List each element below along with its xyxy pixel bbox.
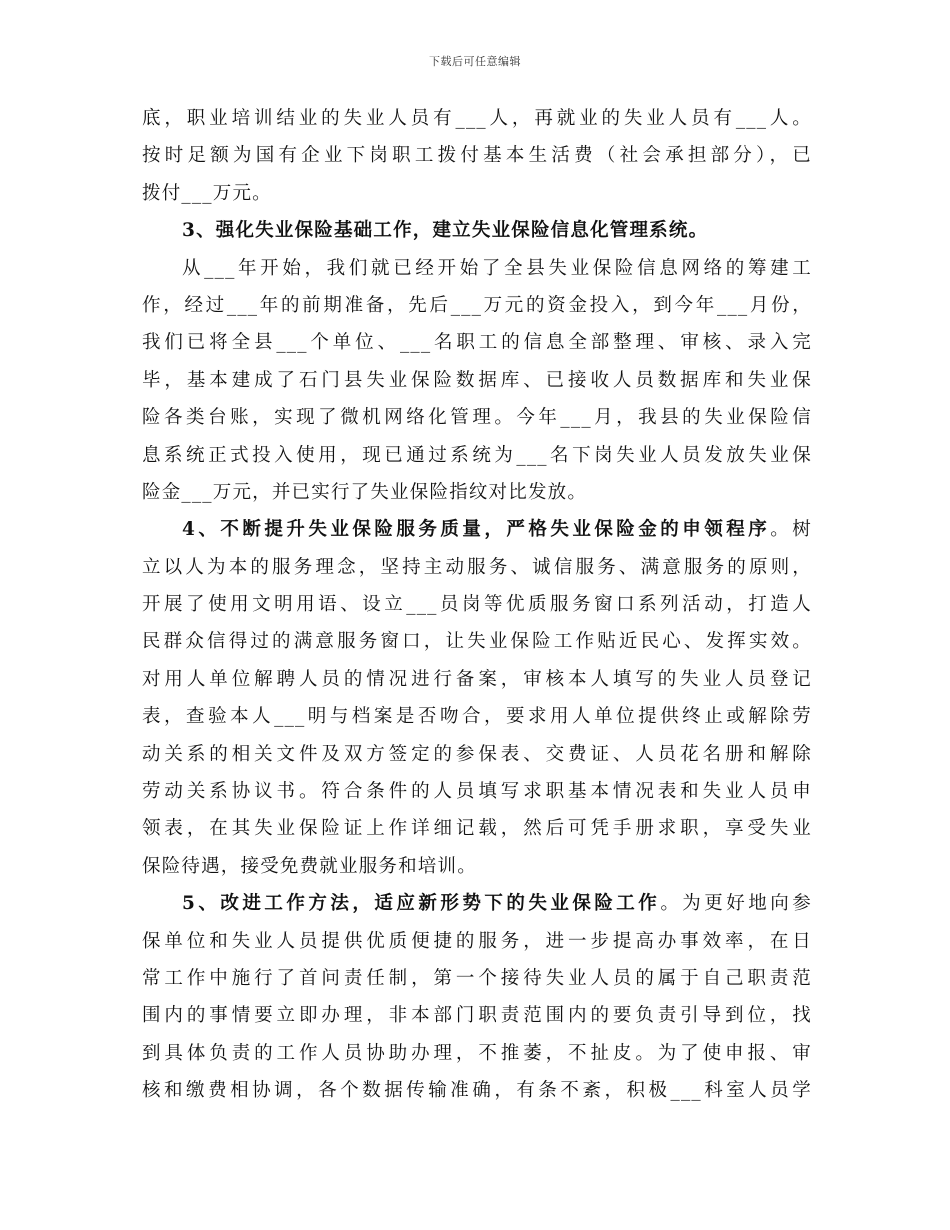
text-line [142, 250, 812, 287]
text-line [142, 623, 812, 660]
text-line [142, 362, 812, 399]
bold-heading: 4、不断提升失业保险服务质量，严格失业保险金的申领程序 [182, 519, 771, 541]
line-text: 围内的事情要立即办理，非本部门职责范围内的要负责引导到位，找 [142, 1005, 812, 1027]
text-line [142, 324, 812, 361]
line-text: 息系统正式投入使用，现已通过系统为___名下岗失业人员发放失业保 [142, 444, 812, 466]
line-text: 开展了使用文明用语、设立___员岗等优质服务窗口系列活动，打造人 [142, 594, 812, 616]
line-text: 劳动关系协议书。符合条件的人员填写求职基本情况表和失业人员申 [142, 781, 812, 803]
text-line [142, 960, 812, 997]
text-line [142, 287, 812, 324]
line-text: 作，经过___年的前期准备，先后___万元的资金投入，到今年___月份， [142, 294, 812, 316]
text-line [142, 437, 812, 474]
text-line [142, 661, 812, 698]
line-text: 险金___万元，并已实行了失业保险指纹对比发放。 [142, 481, 588, 503]
text-line [142, 175, 812, 212]
text-line [142, 736, 812, 773]
bold-heading: 3、强化失业保险基础工作，建立失业保险信息化管理系统。 [182, 220, 709, 242]
line-text: 险各类台账，实现了微机网络化管理。今年___月，我县的失业保险信 [142, 407, 812, 429]
text-line [142, 586, 812, 623]
section-heading-line [142, 885, 812, 922]
line-text: 。为更好地向参 [660, 893, 812, 915]
line-text: 底，职业培训结业的失业人员有___人，再就业的失业人员有___人。 [142, 108, 812, 129]
document-body [142, 100, 812, 1110]
text-line [142, 848, 812, 885]
section-heading-line [142, 212, 812, 249]
line-text: 表，查验本人___明与档案是否吻合，要求用人单位提供终止或解除劳 [142, 706, 812, 728]
line-text: 从___年开始，我们就已经开始了全县失业保险信息网络的筹建工 [182, 257, 812, 279]
line-text: 保单位和失业人员提供优质便捷的服务，进一步提高办事效率，在日 [142, 930, 812, 952]
text-line [142, 773, 812, 810]
line-text: 保险待遇，接受免费就业服务和培训。 [142, 855, 477, 877]
text-line [142, 1072, 812, 1109]
text-line [142, 399, 812, 436]
text-line [142, 997, 812, 1034]
line-text: 按时足额为国有企业下岗职工拨付基本生活费（社会承担部分），已 [142, 145, 812, 167]
text-line [142, 1035, 812, 1072]
line-text: 。树 [770, 519, 812, 541]
text-line [142, 810, 812, 847]
line-text: 领表，在其失业保险证上作详细记载，然后可凭手册求职，享受失业 [142, 818, 812, 840]
section-heading-line [142, 511, 812, 548]
line-text: 民群众信得过的满意服务窗口，让失业保险工作贴近民心、发挥实效。 [142, 631, 812, 653]
line-text: 拨付___万元。 [142, 182, 272, 204]
bold-heading: 5、改进工作方法，适应新形势下的失业保险工作 [182, 893, 661, 915]
text-line [142, 100, 812, 137]
line-text: 我们已将全县___个单位、___名职工的信息全部整理、审核、录入完 [142, 332, 812, 354]
line-text: 对用人单位解聘人员的情况进行备案，审核本人填写的失业人员登记 [142, 668, 812, 690]
text-line [142, 923, 812, 960]
page-header: 下载后可任意编辑 [429, 55, 521, 68]
line-text: 立以人为本的服务理念，坚持主动服务、诚信服务、满意服务的原则， [142, 556, 812, 578]
text-line [142, 698, 812, 735]
line-text: 毕，基本建成了石门县失业保险数据库、已接收人员数据库和失业保 [142, 369, 812, 391]
line-text: 到具体负责的工作人员协助办理，不推萎，不扯皮。为了使申报、审 [142, 1042, 812, 1064]
line-text: 常工作中施行了首问责任制，第一个接待失业人员的属于自己职责范 [142, 967, 812, 989]
line-text: 动关系的相关文件及双方签定的参保表、交费证、人员花名册和解除 [142, 743, 812, 765]
text-line [142, 137, 812, 174]
text-line [142, 549, 812, 586]
line-text: 核和缴费相协调，各个数据传输准确，有条不紊，积极___科室人员学 [142, 1080, 812, 1102]
text-line [142, 474, 812, 511]
